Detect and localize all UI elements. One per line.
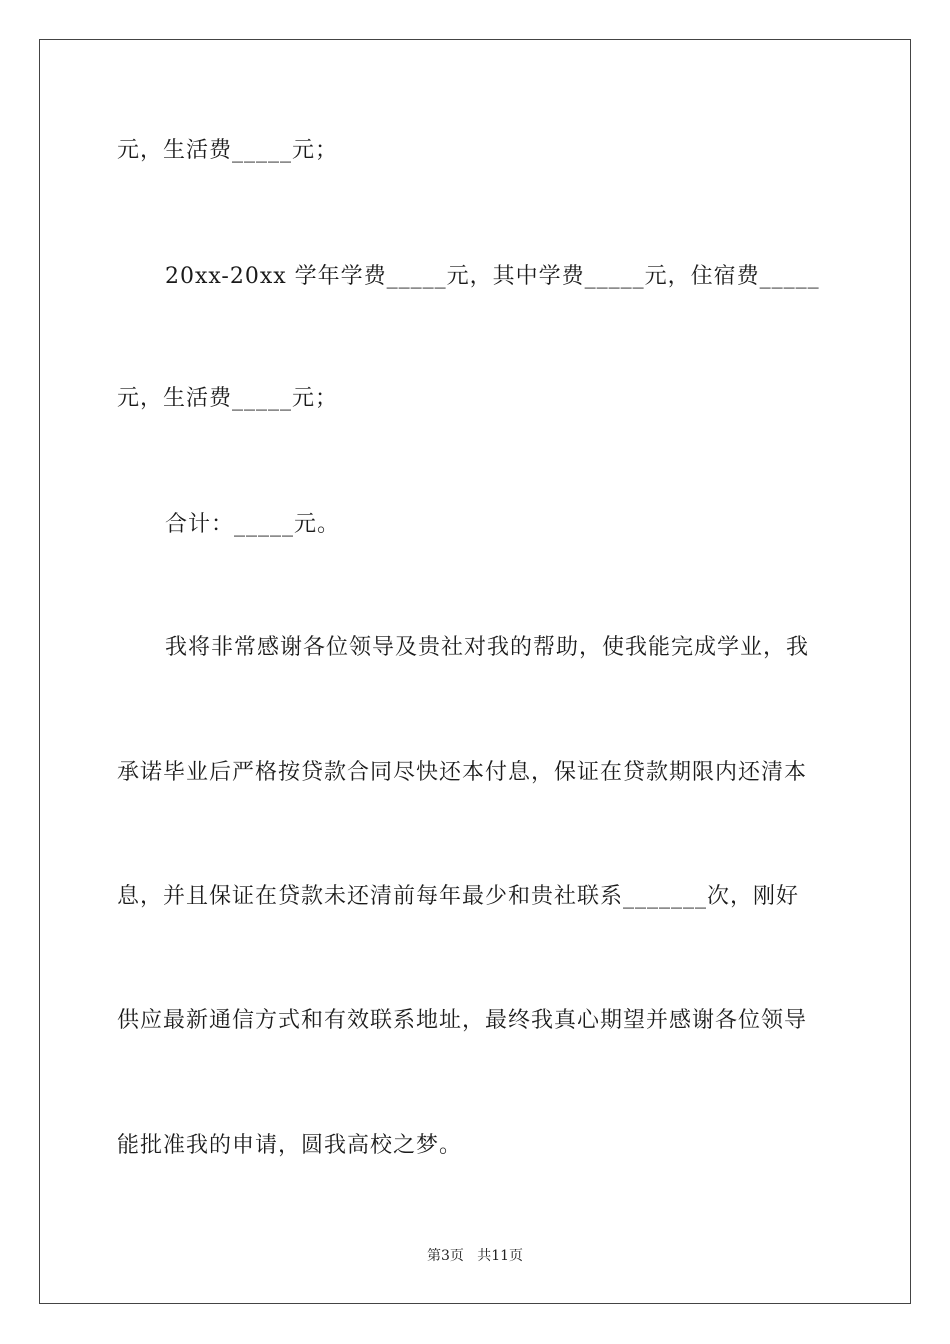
text-line-2: 20xx-20xx 学年学费_____元，其中学费_____元，住宿费_____ [165,264,820,289]
text-line-4: 合计：_____元。 [165,512,341,537]
text-line-5: 我将非常感谢各位领导及贵社对我的帮助，使我能完成学业，我 [165,635,810,660]
page-border [39,39,911,1304]
text-line-9: 能批准我的申请，圆我高校之梦。 [117,1133,463,1158]
text-line-7: 息，并且保证在贷款未还清前每年最少和贵社联系_______次，刚好 [117,884,800,909]
text-line-8: 供应最新通信方式和有效联系地址，最终我真心期望并感谢各位领导 [117,1008,808,1033]
page-footer: 第3页 共11页 [426,1248,524,1264]
text-line-1: 元，生活费_____元； [117,138,339,163]
text-line-3: 元，生活费_____元； [117,386,339,411]
text-line-6: 承诺毕业后严格按贷款合同尽快还本付息，保证在贷款期限内还清本 [117,760,808,785]
